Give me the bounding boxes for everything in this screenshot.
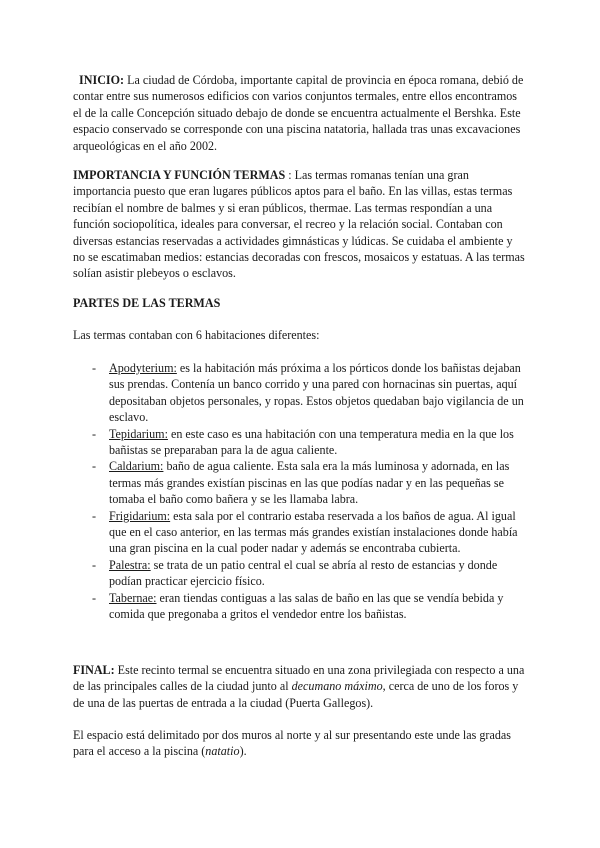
item-text: en este caso es una habitación con una temperatura media en la que los bañistas se preparaban para la de agua caliente. <box>109 426 514 458</box>
closing-text-a: El espacio está delimitado por dos muros al norte y al sur presentando este unde las gradas para el acceso a la piscina ( <box>73 728 511 759</box>
intro-paragraph <box>73 72 527 154</box>
final-text-a: Este recinto termal se encuentra situado en una zona privilegiada con respecto a una de las principales calles de la ciudad junto al <box>73 663 525 694</box>
parts-intro: Las termas contaban con 6 habitaciones diferentes: <box>73 328 320 342</box>
intro-label: INICIO: <box>79 73 125 87</box>
item-text: es la habitación más próxima a los pórticos donde los bañistas dejaban sus prendas. Contenía un banco corrido y una pared con hornacinas sin puertas, aquí depositaban objetos personales, y ropas. Estos objetos quedaban bajo vigilancia de un esclavo. <box>109 361 524 425</box>
closing-text-b: ). <box>239 744 247 759</box>
list-dash: - <box>92 426 97 441</box>
importance-label: IMPORTANCIA Y FUNCIÓN TERMAS <box>73 168 286 182</box>
list-item <box>73 426 527 459</box>
parts-list <box>73 360 527 623</box>
closing-emphasis: natatio <box>205 744 240 759</box>
final-label: FINAL: <box>73 663 115 677</box>
list-item <box>73 360 527 426</box>
intro-text: La ciudad de Córdoba, importante capital de provincia en época romana, debió de contar entre sus numerosos edificios con varios conjuntos termales, entre ellos encontramos el de la calle Concepción situado debajo de donde se encuentra actualmente el Bershka. Este espacio conservado se corresponde con una piscina natatoria, hallada tras unas excavaciones arqueológicas en el año 2002. <box>73 73 524 153</box>
importance-text: : Las termas romanas tenían una gran importancia puesto que eran lugares públicos aptos para el baño. En las villas, estas termas recibían el nombre de balmes y si eran públicos, thermae. Las termas respondían a una función sociopolítica, ideales para conversar, el recreo y la relación social. Contaban con diversas estancias reservadas a actividades gimnásticas y lúdicas. Se cuidaba el ambiente y no se escatimaban medios: estancias decoradas con frescos, mosaicos y estatuas. A las termas solían asistir plebeyos o esclavos. <box>73 168 525 281</box>
item-term: Apodyterium: <box>109 361 177 375</box>
list-dash: - <box>92 557 97 572</box>
parts-heading: PARTES DE LAS TERMAS <box>73 296 221 310</box>
final-paragraph <box>73 662 527 711</box>
importance-paragraph <box>73 167 527 282</box>
item-text: baño de agua caliente. Esta sala era la más luminosa y adornada, en las termas más grandes existían piscinas en las que podías nadar y en las pequeñas se tomaba el baño como bañera y se les llamaba labra. <box>109 459 510 507</box>
item-text: se trata de un patio central el cual se abría al resto de estancias y donde podían practicar ejercicio físico. <box>109 557 498 589</box>
list-item <box>73 557 527 590</box>
final-text-b: , cerca de uno de los foros y de una de las puertas de entrada a la ciudad (Puerta Gallegos). <box>73 679 519 710</box>
list-item <box>73 590 527 623</box>
item-term: Caldarium: <box>109 459 164 474</box>
item-term: Tabernae: <box>109 590 157 605</box>
list-dash: - <box>92 508 97 523</box>
list-item <box>73 458 527 507</box>
list-item <box>73 508 527 557</box>
list-dash: - <box>92 590 97 605</box>
final-emphasis: decumano máximo <box>291 679 383 694</box>
closing-paragraph <box>73 727 527 760</box>
item-text: eran tiendas contiguas a las salas de baño en las que se vendía bebida y comida que pregonaba a gritos el vendedor entre los bañistas. <box>109 590 504 622</box>
item-term: Palestra: <box>109 557 151 572</box>
item-term: Tepidarium: <box>109 426 168 441</box>
item-text: esta sala por el contrario estaba reservada a los baños de agua. Al igual que en el caso anterior, en las termas más grandes existían instalaciones donde había una gran piscina en la cual poder nadar y además se encontraba cubierta. <box>109 508 518 556</box>
item-term: Frigidarium: <box>109 508 171 523</box>
list-dash: - <box>92 361 97 375</box>
list-dash: - <box>92 459 97 474</box>
